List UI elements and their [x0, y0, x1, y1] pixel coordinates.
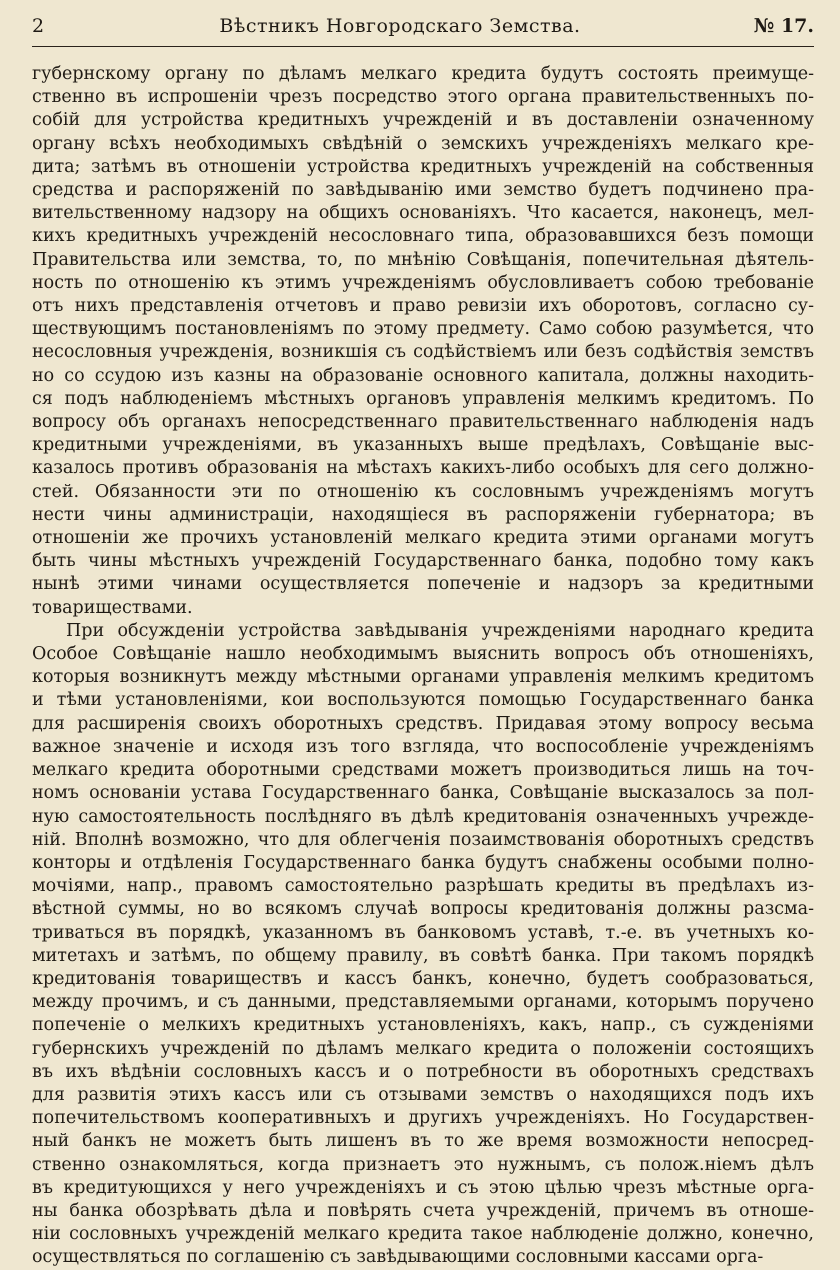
text-line: ственно ознакомляться, когда признаетъ это нужнымъ, съ полож.ніемъ дѣлъ	[32, 1154, 814, 1175]
text-line: губернскихъ учрежденій по дѣламъ мелкаго кредита о положеніи состоящихъ	[32, 1038, 814, 1059]
text-line: важное значеніе и исходя изъ того взгляда, что воспособленіе учрежденіямъ	[32, 736, 814, 757]
journal-title: Вѣстникъ Новгородскаго Земства.	[219, 15, 581, 37]
text-line: ный банкъ не можетъ быть лишенъ въ то же время возможности непосред-	[32, 1131, 814, 1152]
text-line: дита; затѣмъ въ отношеніи устройства кредитныхъ учрежденій на собственныя	[32, 156, 814, 177]
text-line: номъ основаніи устава Государственнаго банка, Совѣщаніе высказалось за пол-	[32, 783, 814, 804]
text-line: быть чины мѣстныхъ учрежденій Государственнаго банка, подобно тому какъ	[32, 551, 814, 572]
text-line: вопросу объ органахъ непосредственнаго правительственнаго наблюденія надъ	[32, 412, 814, 433]
text-line: ны банка обозрѣвать дѣла и повѣрять счета учрежденій, причемъ въ отноше-	[32, 1200, 814, 1221]
text-line: ность по отношенію къ этимъ учрежденіямъ обусловливаетъ собою требованіе	[32, 272, 814, 293]
running-header	[32, 14, 814, 40]
text-line: кредитными учрежденіями, въ указанныхъ выше предѣлахъ, Совѣщаніе выс-	[32, 435, 814, 456]
text-line: вѣстной суммы, но во всякомъ случаѣ вопросы кредитованія должны разсма-	[32, 899, 814, 920]
text-line: митетахъ и затѣмъ, по общему правилу, въ совѣтѣ банка. При такомъ порядкѣ	[32, 945, 814, 966]
text-line: товариществами.	[32, 597, 193, 618]
text-line: нынѣ этими чинами осуществляется попеченіе и надзоръ за кредитными	[32, 574, 814, 595]
text-line: несословныя учрежденія, возникшія съ содѣйствіемъ или безъ содѣйствія земствъ	[32, 342, 814, 363]
text-line: отъ нихъ представленія отчетовъ и право ревизіи ихъ оборотовъ, согласно су-	[32, 296, 814, 317]
text-line: которыя возникнутъ между мѣстными органами управленія мелкимъ кредитомъ	[32, 667, 814, 688]
text-line: для расширенія своихъ оборотныхъ средствъ. Придавая этому вопросу весьма	[32, 713, 814, 734]
text-line: но со ссудою изъ казны на образованіе основного капитала, должны находить-	[32, 365, 814, 386]
text-line: кредитованія товариществъ и кассъ банкъ, конечно, будетъ сообразоваться,	[32, 968, 814, 989]
text-line: попеченіе о мелкихъ кредитныхъ установленіяхъ, какъ, напр., съ сужденіями	[32, 1015, 814, 1036]
text-line: Правительства или земства, то, по мнѣнію Совѣщанія, попечительная дѣятель-	[32, 249, 814, 270]
text-line: между прочимъ, и съ данными, представляемыми органами, которымъ поручено	[32, 992, 814, 1013]
text-line: въ кредитующихся у него учрежденіяхъ и съ этою цѣлью чрезъ мѣстные орга-	[32, 1177, 814, 1198]
text-line: ніи сословныхъ учрежденій мелкаго кредита такое наблюденіе должно, конечно,	[32, 1224, 814, 1245]
text-line: для развитія этихъ кассъ или съ отзывами земствъ о находящихся подъ ихъ	[32, 1084, 814, 1105]
text-line: осуществляться по соглашенію съ завѣдывающими сословными кассами орга-	[32, 1247, 764, 1268]
issue-number: № 17.	[753, 15, 814, 37]
text-line: кихъ кредитныхъ учрежденій несословнаго типа, образовавшихся безъ помощи	[32, 226, 814, 247]
text-line: конторы и отдѣленія Государственнаго банка будутъ снабжены особыми полно-	[32, 852, 814, 873]
text-line: ственно въ испрошеніи чрезъ посредство этого органа правительственныхъ по-	[32, 87, 814, 108]
paragraph	[32, 63, 814, 620]
text-line: попечительствомъ кооперативныхъ и другихъ учрежденіяхъ. Но Государствен-	[32, 1108, 814, 1129]
text-line: стей. Обязанности эти по отношенію къ сословнымъ учрежденіямъ могутъ	[32, 481, 814, 502]
text-line: триваться въ порядкѣ, указанномъ въ банковомъ уставѣ, т.-е. въ учетныхъ ко-	[32, 922, 814, 943]
text-line: При обсужденіи устройства завѣдыванія учрежденіями народнаго кредита	[66, 620, 814, 641]
text-line: мочіями, напр., правомъ самостоятельно разрѣшать кредиты въ предѣлахъ из-	[32, 876, 814, 897]
text-line: органу всѣхъ необходимыхъ свѣдѣній о земскихъ учрежденіяхъ мелкаго кре-	[32, 133, 814, 154]
text-line: ную самостоятельность послѣдняго въ дѣлѣ кредитованія означенныхъ учрежде-	[32, 806, 814, 827]
text-line: въ ихъ вѣдѣніи сословныхъ кассъ и о потребности въ оборотныхъ средствахъ	[32, 1061, 814, 1082]
header-rule	[32, 46, 814, 47]
text-line: губернскому органу по дѣламъ мелкаго кредита будутъ состоять преимуще-	[32, 64, 814, 84]
text-line: средства и распоряженій по завѣдыванію ими земство будетъ подчинено пра-	[32, 180, 814, 201]
text-line: казалось противъ образованія на мѣстахъ какихъ-либо особыхъ для сего должно-	[32, 458, 814, 479]
text-line: отношеніи же прочихъ установленій мелкаго кредита этими органами могутъ	[32, 528, 814, 549]
text-line: ній. Вполнѣ возможно, что для облегченія позаимствованія оборотныхъ средствъ	[32, 829, 814, 850]
text-line: нести чины администраціи, находящіеся въ распоряженіи губернатора; въ	[32, 504, 814, 525]
text-line: ществующимъ постановленіямъ по этому предмету. Само собою разумѣется, что	[32, 319, 814, 340]
paragraph	[32, 620, 814, 1270]
text-line: ся подъ наблюденіемъ мѣстныхъ органовъ управленія мелкимъ кредитомъ. По	[32, 388, 814, 409]
text-line: и тѣми установленіями, кои воспользуются помощью Государственнаго банка	[32, 690, 814, 711]
body-text	[32, 63, 814, 1270]
text-line: собій для устройства кредитныхъ учрежденій и въ доставленіи означенному	[32, 110, 814, 131]
text-line: мелкаго кредита оборотными средствами можетъ производиться лишь на точ-	[32, 760, 814, 781]
text-line: вительственному надзору на общихъ основаніяхъ. Что касается, наконецъ, мел-	[32, 203, 814, 224]
text-line: Особое Совѣщаніе нашло необходимымъ выяснить вопросъ объ отношеніяхъ,	[32, 644, 814, 665]
page-number: 2	[32, 15, 45, 37]
